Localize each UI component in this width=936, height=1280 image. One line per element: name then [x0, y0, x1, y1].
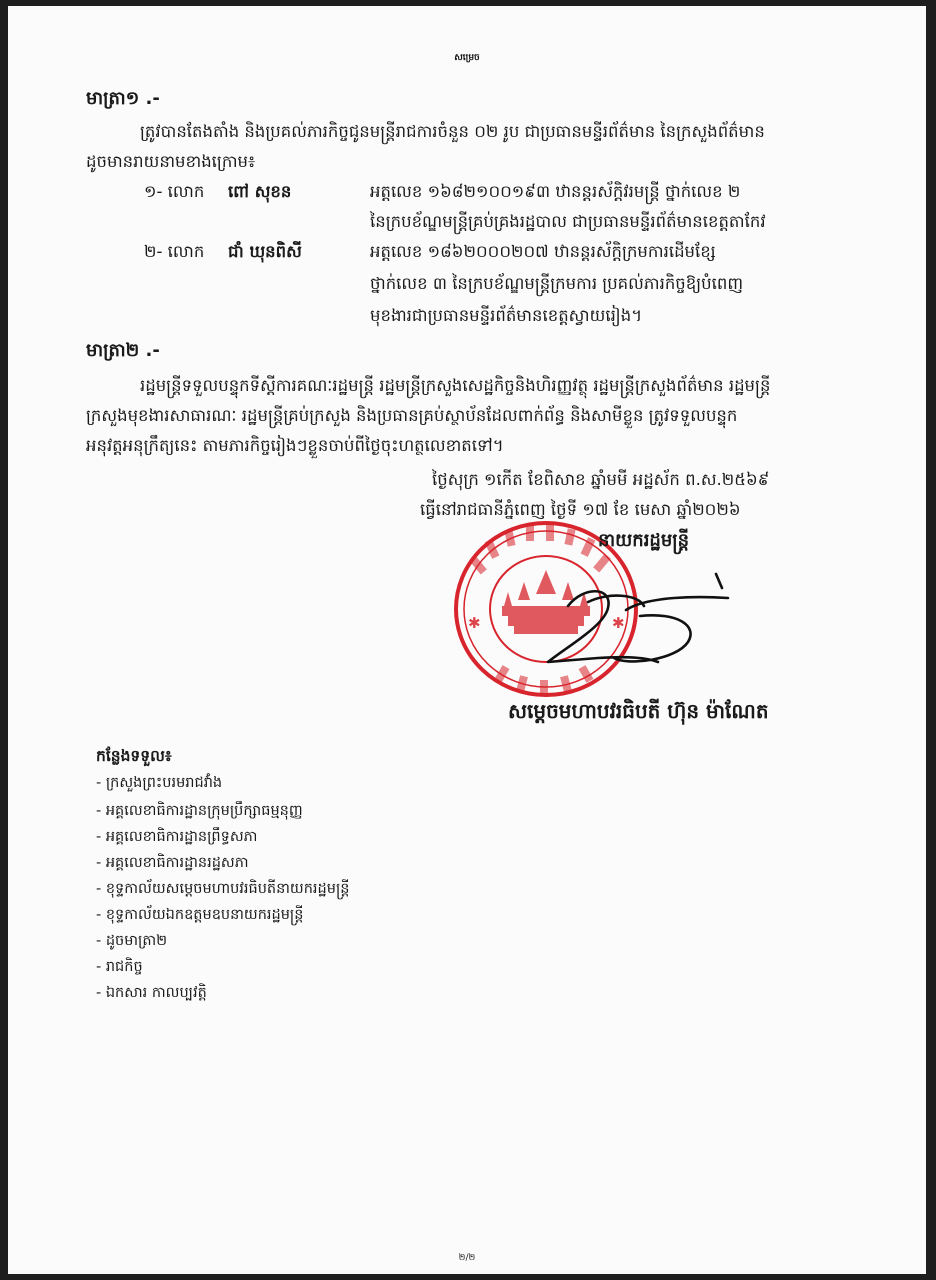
signature-icon — [528, 566, 758, 686]
signature-title: នាយករដ្ឋមន្ត្រី — [598, 530, 690, 551]
article-1-label: មាត្រា១ .- — [86, 88, 160, 109]
appointee-1-detail-line1: អត្តលេខ ១៦៨២១០០១៩៣ ឋានន្តរស័ក្តិវរមន្ត្រី ថ្នាក់លេខ ២ — [370, 182, 741, 201]
signer-name: សម្តេចមហាបវរធិបតី ហ៊ុន ម៉ាណែត — [508, 699, 769, 723]
cc-item: - អគ្គលេខាធិការដ្ឋានរដ្ឋសភា — [96, 855, 249, 871]
appointee-2-detail-line2: ថ្នាក់លេខ ៣ នៃក្របខ័ណ្ឌមន្ត្រីក្រមការ ប្រគល់ភារកិច្ចឱ្យបំពេញ — [370, 274, 744, 293]
cc-item: - រាជកិច្ច — [96, 959, 143, 975]
cc-item: - អគ្គលេខាធិការដ្ឋានព្រឹទ្ធសភា — [96, 829, 258, 845]
cc-title: កន្លែងទទួល៖ — [96, 747, 172, 765]
appointee-2-name: ជាំ ឃុនពិសី — [228, 242, 302, 261]
document-page — [8, 6, 926, 1274]
appointee-2-detail-line1: អត្តលេខ ១៨៦២០០០២០៧ ឋានន្តរស័ក្តិក្រមការដើមខ្សែ — [370, 242, 716, 261]
article-1-intro-line2: ដូចមានរាយនាមខាងក្រោម៖ — [86, 152, 256, 171]
document-heading: សម្រេច — [454, 53, 480, 63]
article-2-label: មាត្រា២ .- — [86, 340, 160, 361]
page-number: ២/២ — [458, 1253, 476, 1263]
appointee-2-detail-line3: មុខងារជាប្រធានមន្ទីរព័ត៌មានខេត្តស្វាយរៀង។ — [370, 306, 643, 325]
article-2-line3: អនុវត្តអនុក្រឹត្យនេះ តាមភារកិច្ចរៀងៗខ្លួនចាប់ពីថ្ងៃចុះហត្ថលេខាតទៅ។ — [86, 436, 504, 455]
svg-text:✱: ✱ — [468, 614, 481, 632]
appointee-1-number: ១- លោក — [144, 182, 205, 201]
article-2-line1: រដ្ឋមន្ត្រីទទួលបន្ទុកទីស្តីការគណៈរដ្ឋមន្ត្រី រដ្ឋមន្ត្រីក្រសួងសេដ្ឋកិច្ចនិងហិរញ្ញវត្ថុ រដ្ឋមន្ត្រីក្រសួងព័ត៌មាន រដ្ឋមន្ត្រី — [140, 376, 771, 395]
appointee-1-detail-line2: នៃក្របខ័ណ្ឌមន្ត្រីគ្រប់គ្រងរដ្ឋបាល ជាប្រធានមន្ទីរព័ត៌មានខេត្តតាកែវ — [370, 212, 766, 231]
appointee-1-name: ពៅ សុខន — [228, 182, 292, 201]
article-2-line2: ក្រសួងមុខងារសាធារណៈ រដ្ឋមន្ត្រីគ្រប់ក្រសួង និងប្រធានគ្រប់ស្ថាប័នដែលពាក់ព័ន្ធ និងសាមីខ្លួន ត្រូវទទួលបន្ទុក — [86, 406, 738, 425]
cc-item: - ក្រសួងព្រះបរមរាជវាំង — [96, 775, 223, 791]
date-lunar: ថ្ងៃសុក្រ ១កើត ខែពិសាខ ឆ្នាំមមី អដ្ឋស័ក ព.ស.២៥៦៩ — [432, 470, 770, 489]
cc-item: - ខុទ្ទកាល័យឯកឧត្តមឧបនាយករដ្ឋមន្ត្រី — [96, 907, 304, 923]
svg-text:✱: ✱ — [612, 614, 625, 632]
article-1-intro-line1: ត្រូវបានតែងតាំង និងប្រគល់ភារកិច្ចជូនមន្ត្រីរាជការចំនួន ០២ រូប ជាប្រធានមន្ទីរព័ត៌មាន នៃក្រសួងព័ត៌មាន — [140, 122, 765, 141]
appointee-2-number: ២- លោក — [144, 242, 205, 261]
date-place: ធ្វើនៅរាជធានីភ្នំពេញ ថ្ងៃទី ១៧ ខែ មេសា ឆ្នាំ២០២៦ — [420, 500, 741, 519]
cc-item: - ឯកសារ កាលប្បវត្តិ — [96, 985, 207, 1001]
cc-item: - ដូចមាត្រា២ — [96, 933, 168, 949]
cc-item: - អគ្គលេខាធិការដ្ឋានក្រុមប្រឹក្សាធម្មនុញ្ញ — [96, 803, 303, 819]
cc-item: - ខុទ្ទកាល័យសម្តេចមហាបវរធិបតីនាយករដ្ឋមន្ត្រី — [96, 881, 350, 897]
